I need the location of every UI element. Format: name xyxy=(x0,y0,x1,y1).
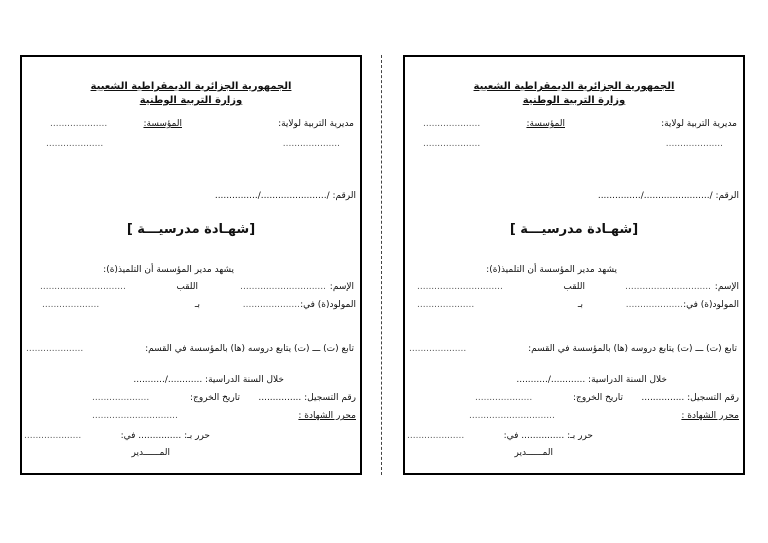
director-signature: المــــــدير xyxy=(514,448,553,458)
name-dots: .............................. xyxy=(625,282,711,292)
directorate-label: مديرية التربية لولاية: xyxy=(661,119,737,129)
born-label: المولود(ة) في: xyxy=(683,300,739,310)
surname-label: اللقب xyxy=(176,282,198,292)
surname-dots: .............................. xyxy=(417,282,503,292)
institution-label: المؤسسة: xyxy=(143,119,182,129)
certificate-title: [شهـادة مدرسيـــة ] xyxy=(126,222,256,237)
number-field: الرقم: /......................./............... xyxy=(597,191,739,201)
institution-dots: .................... xyxy=(423,119,481,129)
republic-heading: الجمهورية الجزائرية الديمقراطية الشعبية xyxy=(90,81,292,92)
institution-dots: .................... xyxy=(50,119,108,129)
wilaya-dots: .................... xyxy=(282,139,340,149)
born-label: المولود(ة) في: xyxy=(300,300,356,310)
at-label: بـ xyxy=(577,300,583,310)
name-label: الإسم: xyxy=(714,282,739,292)
born-dots: .................... xyxy=(242,300,300,310)
director-signature: المــــــدير xyxy=(131,448,170,458)
exit-date-dots: .................... xyxy=(92,393,150,403)
issuer-label: محرر الشهادة : xyxy=(298,411,356,421)
registration-number: رقم التسجيل: ............... xyxy=(258,393,356,403)
exit-date-dots: .................... xyxy=(475,393,533,403)
exit-date-label: تاريخ الخروج: xyxy=(190,393,240,403)
at-dots: .................... xyxy=(42,300,100,310)
institution-dots-2: .................... xyxy=(423,139,481,149)
name-dots: .............................. xyxy=(240,282,326,292)
ministry-heading: وزارة التربية الوطنية xyxy=(522,95,626,106)
class-dots: .................... xyxy=(26,344,84,354)
school-year: خلال السنة الدراسية: ............/........... xyxy=(133,375,284,385)
written-dots: .................... xyxy=(407,431,465,441)
certify-text: يشهد مدير المؤسسة أن التلميذ(ة): xyxy=(486,265,617,275)
surname-label: اللقب xyxy=(563,282,585,292)
issuer-dots: .............................. xyxy=(469,411,555,421)
follows-text: تابع (ت) ـــ (ت) يتابع دروسه (ها) بالمؤسسة في القسم: xyxy=(528,344,737,354)
wilaya-dots: .................... xyxy=(665,139,723,149)
certificate-copy-left xyxy=(20,55,362,475)
exit-date-label: تاريخ الخروج: xyxy=(573,393,623,403)
issuer-dots: .............................. xyxy=(92,411,178,421)
certify-text: يشهد مدير المؤسسة أن التلميذ(ة): xyxy=(103,265,234,275)
written-at: حرر بـ: ............... في: xyxy=(120,431,210,441)
class-dots: .................... xyxy=(409,344,467,354)
surname-dots: .............................. xyxy=(40,282,126,292)
at-dots: .................... xyxy=(417,300,475,310)
number-field: الرقم: /......................./............... xyxy=(214,191,356,201)
republic-heading: الجمهورية الجزائرية الديمقراطية الشعبية xyxy=(473,81,675,92)
registration-number: رقم التسجيل: ............... xyxy=(641,393,739,403)
institution-dots-2: .................... xyxy=(46,139,104,149)
certificate-title: [شهـادة مدرسيـــة ] xyxy=(509,222,639,237)
written-dots: .................... xyxy=(24,431,82,441)
follows-text: تابع (ت) ـــ (ت) يتابع دروسه (ها) بالمؤسسة في القسم: xyxy=(145,344,354,354)
name-label: الإسم: xyxy=(329,282,354,292)
institution-label: المؤسسة: xyxy=(526,119,565,129)
ministry-heading: وزارة التربية الوطنية xyxy=(139,95,243,106)
school-year: خلال السنة الدراسية: ............/........... xyxy=(516,375,667,385)
directorate-label: مديرية التربية لولاية: xyxy=(278,119,354,129)
at-label: بـ xyxy=(194,300,200,310)
certificate-copy-right xyxy=(403,55,745,475)
written-at: حرر بـ: ............... في: xyxy=(503,431,593,441)
born-dots: .................... xyxy=(625,300,683,310)
cut-line xyxy=(381,55,382,475)
issuer-label: محرر الشهادة : xyxy=(681,411,739,421)
